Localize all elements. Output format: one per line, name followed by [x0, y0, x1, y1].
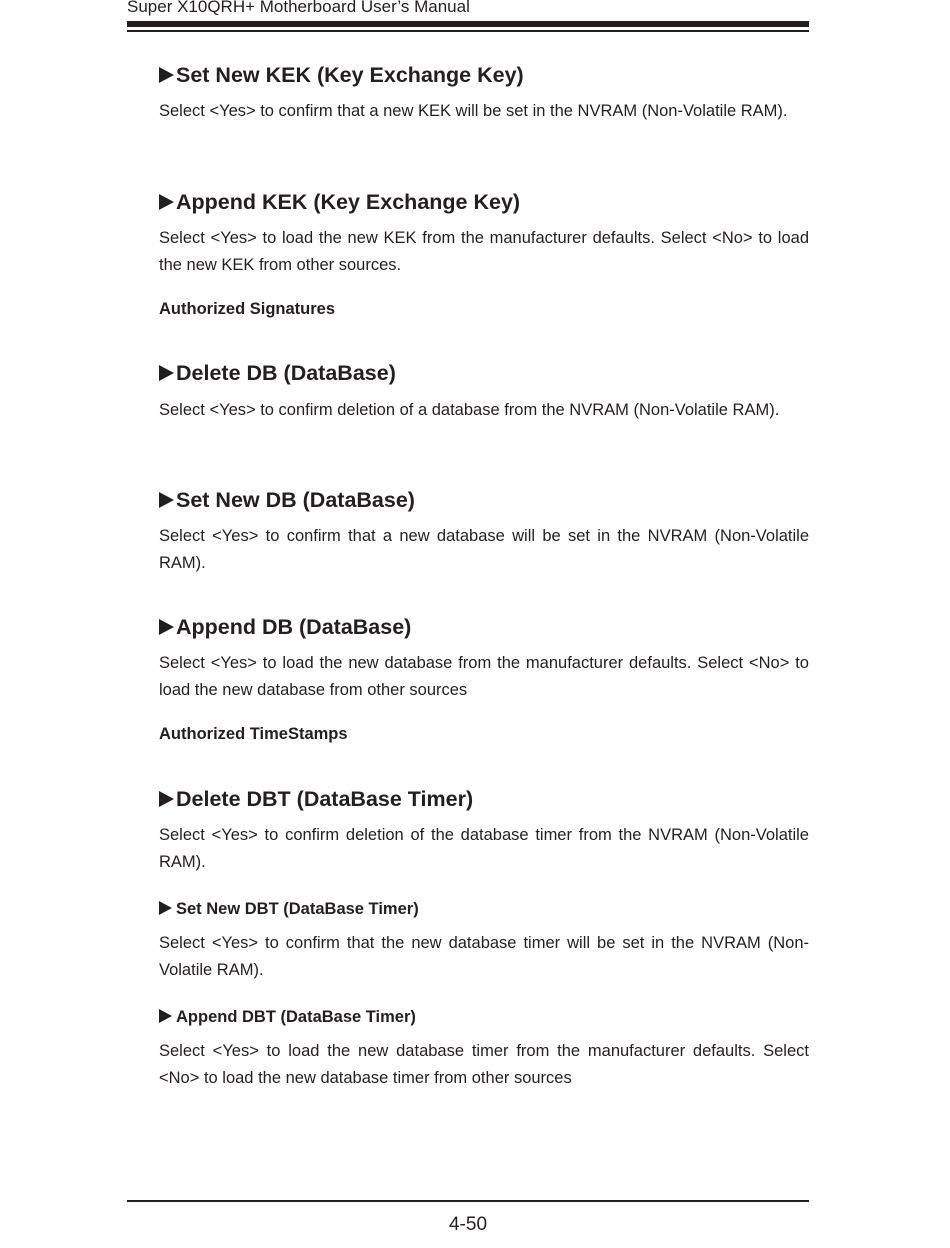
header-rule-thick [127, 21, 809, 27]
triangle-bullet-icon [159, 619, 174, 635]
section-heading-label: Append DB (DataBase) [176, 615, 412, 639]
triangle-bullet-icon [159, 1009, 172, 1023]
section-description: Select <Yes> to confirm deletion of the database timer from the NVRAM (Non-Volatile RAM). [159, 826, 809, 871]
triangle-bullet-icon [159, 194, 174, 210]
section-heading [159, 487, 415, 513]
section-heading [159, 1007, 416, 1027]
section-description: Select <Yes> to load the new database timer from the manufacturer defaults. Select <No> to load the new database timer from other sources [159, 1042, 809, 1087]
subsection-title: Authorized Signatures [159, 300, 336, 318]
triangle-bullet-icon [159, 791, 174, 807]
section-heading-label: Delete DBT (DataBase Timer) [176, 787, 474, 811]
section-description: Select <Yes> to confirm that the new database timer will be set in the NVRAM (Non-Volatile RAM). [159, 934, 809, 979]
section-heading [159, 786, 473, 812]
section-description: Select <Yes> to confirm that a new database will be set in the NVRAM (Non-Volatile RAM). [159, 527, 809, 572]
header-rule-thin [127, 30, 809, 32]
section-description: Select <Yes> to load the new database from the manufacturer defaults. Select <No> to load the new database from other sources [159, 654, 809, 699]
section-heading-label: Append KEK (Key Exchange Key) [176, 190, 521, 214]
section-heading [159, 614, 411, 640]
section-description: Select <Yes> to confirm deletion of a database from the NVRAM (Non-Volatile RAM). [159, 401, 780, 419]
triangle-bullet-icon [159, 492, 174, 508]
section-description: Select <Yes> to load the new KEK from the manufacturer defaults. Select <No> to load the new KEK from other sources. [159, 229, 809, 274]
section-heading-label: Set New KEK (Key Exchange Key) [176, 63, 524, 87]
section-heading-label: Set New DB (DataBase) [176, 488, 415, 512]
running-header-title: Super X10QRH+ Motherboard User’s Manual [127, 0, 470, 16]
section-heading [159, 360, 396, 386]
triangle-bullet-icon [159, 67, 174, 83]
page-number: 4-50 [448, 1214, 488, 1235]
triangle-bullet-icon [159, 901, 172, 915]
section-heading [159, 62, 524, 88]
section-heading-label: Append DBT (DataBase Timer) [176, 1008, 416, 1026]
section-description: Select <Yes> to confirm that a new KEK will be set in the NVRAM (Non-Volatile RAM). [159, 102, 788, 120]
subsection-title: Authorized TimeStamps [159, 725, 348, 743]
triangle-bullet-icon [159, 365, 174, 381]
section-heading [159, 899, 419, 919]
section-heading-label: Delete DB (DataBase) [176, 361, 396, 385]
section-heading [159, 189, 520, 215]
section-heading-label: Set New DBT (DataBase Timer) [176, 900, 419, 918]
footer-rule [127, 1200, 809, 1202]
